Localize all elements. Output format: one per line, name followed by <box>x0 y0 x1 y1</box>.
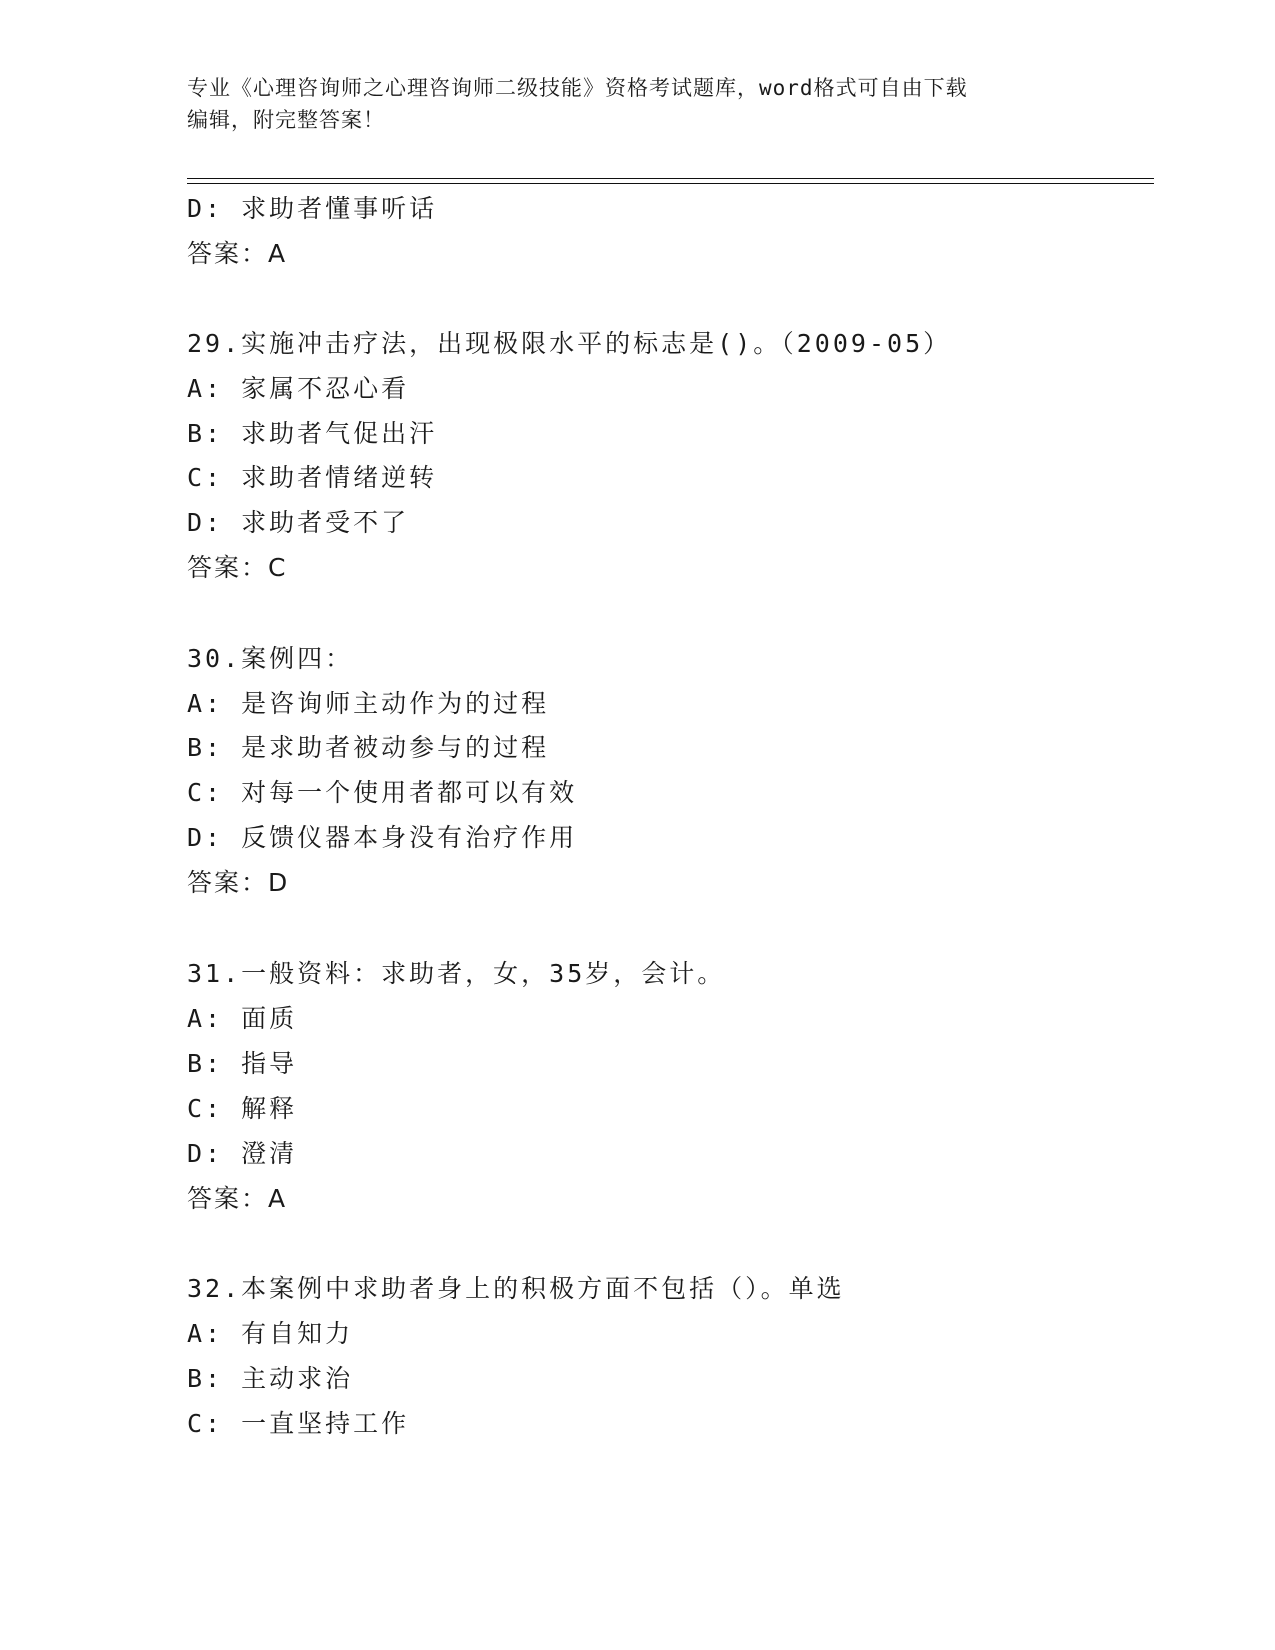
q30-stem: 30.案例四： <box>187 644 354 673</box>
q29-stem: 29.实施冲击疗法，出现极限水平的标志是()。（2009-05） <box>187 329 952 358</box>
q32-option-b: B: 主动求治 <box>187 1364 354 1393</box>
header-line-1: 专业《心理咨询师之心理咨询师二级技能》资格考试题库，word格式可自由下载 <box>187 76 968 100</box>
q30-option-a: A: 是咨询师主动作为的过程 <box>187 689 550 718</box>
q30-answer: 答案：D <box>187 868 290 897</box>
header-divider-bottom <box>187 183 1154 184</box>
q31-option-d: D: 澄清 <box>187 1139 298 1168</box>
q31-answer: 答案：A <box>187 1184 288 1213</box>
q30-option-d: D: 反馈仪器本身没有治疗作用 <box>187 823 578 852</box>
q32-option-a: A: 有自知力 <box>187 1319 354 1348</box>
header-divider-top <box>187 178 1154 179</box>
q32-stem: 32.本案例中求助者身上的积极方面不包括（）。单选 <box>187 1274 845 1303</box>
q29-answer: 答案：C <box>187 553 288 582</box>
q31-option-c: C: 解释 <box>187 1094 298 1123</box>
q30-option-c: C: 对每一个使用者都可以有效 <box>187 778 578 807</box>
q29-option-a: A: 家属不忍心看 <box>187 374 410 403</box>
q31-stem: 31.一般资料：求助者，女，35岁，会计。 <box>187 959 726 988</box>
document-header <box>187 72 1087 136</box>
q31-option-a: A: 面质 <box>187 1004 298 1033</box>
q29-option-c: C: 求助者情绪逆转 <box>187 463 438 492</box>
prev-option-d: D: 求助者懂事听话 <box>187 194 438 223</box>
prev-answer: 答案：A <box>187 239 288 268</box>
q30-option-b: B: 是求助者被动参与的过程 <box>187 733 550 762</box>
header-line-2: 编辑，附完整答案！ <box>187 108 385 132</box>
q29-option-b: B: 求助者气促出汗 <box>187 419 438 448</box>
q29-option-d: D: 求助者受不了 <box>187 508 410 537</box>
q32-option-c: C: 一直坚持工作 <box>187 1409 410 1438</box>
q31-option-b: B: 指导 <box>187 1049 298 1078</box>
